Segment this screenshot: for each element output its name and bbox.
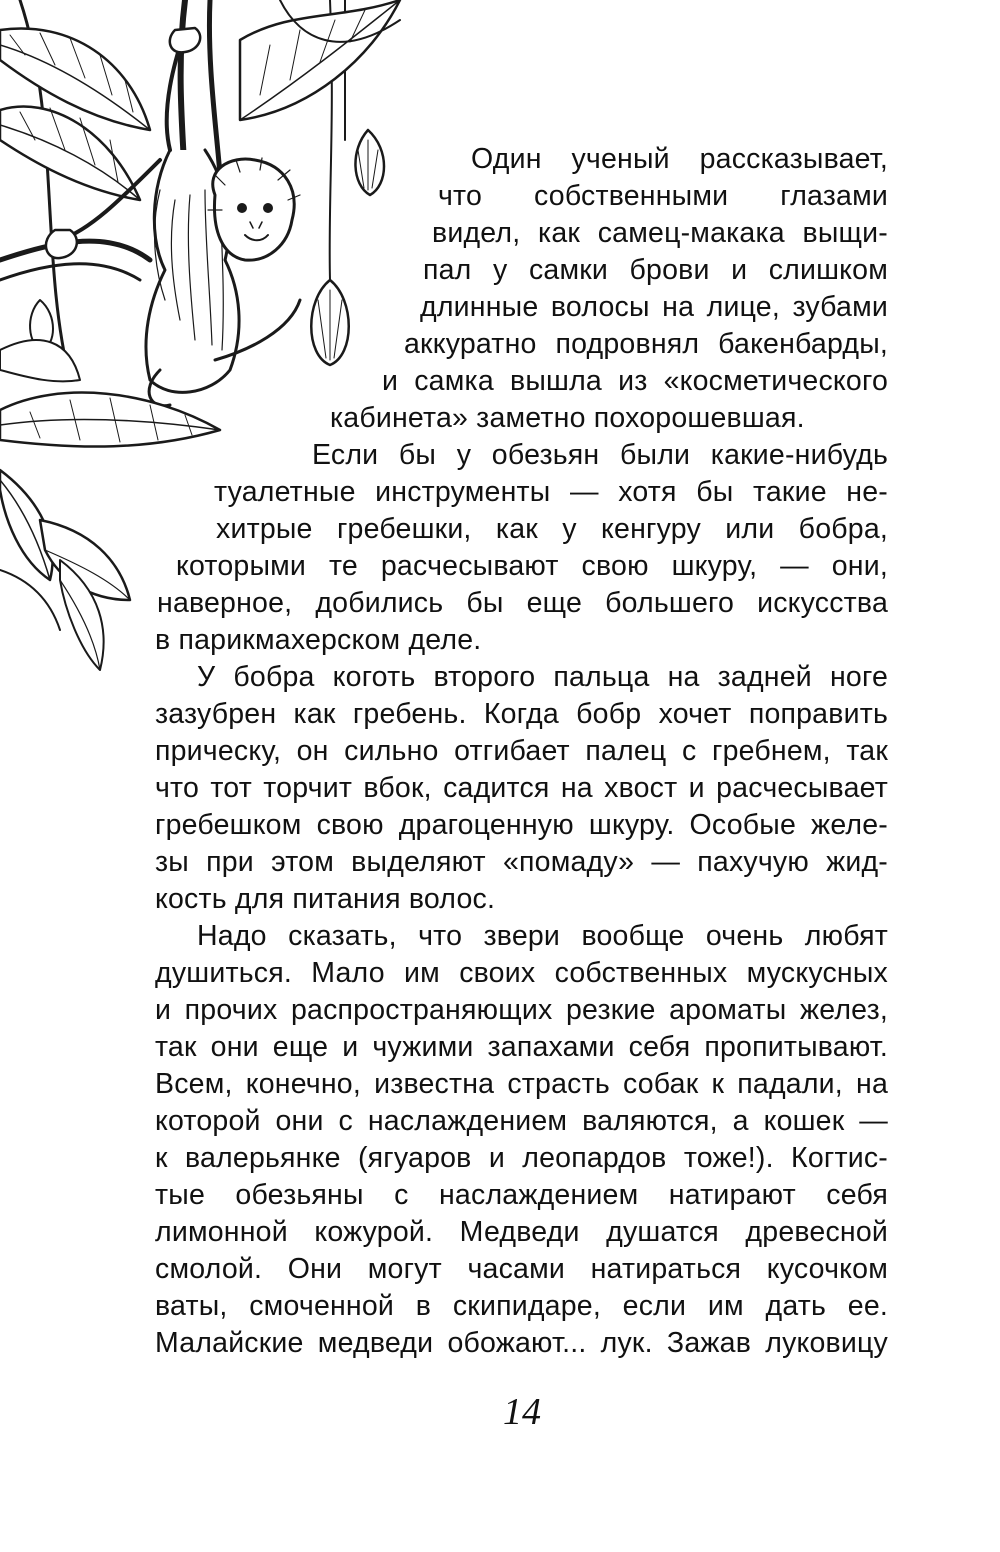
text-line: к валерьянке (ягуаров и леопардов тоже!). Когтис-: [155, 1142, 888, 1174]
text-line: гребешком свою драгоценную шкуру. Особые желе-: [155, 809, 888, 841]
text-line: лимонной кожурой. Медведи душатся древесной: [155, 1216, 888, 1248]
text-line: душиться. Мало им своих собственных мускусных: [155, 957, 888, 989]
text-line: что тот торчит вбок, садится на хвост и расчесывает: [155, 772, 888, 804]
text-line: и прочих распространяющих резкие ароматы желез,: [155, 994, 888, 1026]
text-line: пал у самки брови и слишком: [423, 254, 888, 286]
text-line: кость для питания волос.: [155, 883, 496, 915]
text-line: У бобра коготь второго пальца на задней ноге: [197, 661, 888, 693]
text-line: в парикмахерском деле.: [155, 624, 482, 656]
text-line: так они еще и чужими запахами себя пропитывают.: [155, 1031, 888, 1063]
text-line: которыми те расчесывают свою шкуру, — они,: [176, 550, 888, 582]
text-line: кабинета» заметно похорошевшая.: [330, 402, 805, 434]
text-line: наверное, добились бы еще большего искусства: [157, 587, 888, 619]
text-line: тые обезьяны с наслаждением натирают себя: [155, 1179, 888, 1211]
text-line: которой они с наслаждением валяются, а кошек —: [155, 1105, 888, 1137]
text-line: Малайские медведи обожают... лук. Зажав луковицу: [155, 1327, 888, 1359]
text-line: ваты, смоченной в скипидаре, если им дать ее.: [155, 1290, 888, 1322]
text-line: зы при этом выделяют «помаду» — пахучую жид-: [155, 846, 888, 878]
text-line: видел, как самец-макака выщи-: [432, 217, 888, 249]
text-line: Если бы у обезьян были какие-нибудь: [312, 439, 888, 471]
page-number: 14: [503, 1391, 541, 1433]
text-line: длинные волосы на лице, зубами: [420, 291, 888, 323]
text-line: и самка вышла из «косметического: [382, 365, 888, 397]
text-line: Надо сказать, что звери вообще очень любят: [197, 920, 888, 952]
text-line: Всем, конечно, известна страсть собак к падали, на: [155, 1068, 888, 1100]
text-line: туалетные инструменты — хотя бы такие не-: [214, 476, 888, 508]
text-line: прическу, он сильно отгибает палец с гребнем, так: [155, 735, 888, 767]
text-line: смолой. Они могут часами натираться кусочком: [155, 1253, 888, 1285]
text-line: зазубрен как гребень. Когда бобр хочет поправить: [155, 698, 888, 730]
text-line: хитрые гребешки, как у кенгуру или бобра,: [216, 513, 888, 545]
text-line: аккуратно подровнял бакенбарды,: [404, 328, 888, 360]
text-line: что собственными глазами: [438, 180, 888, 212]
text-line: Один ученый рассказывает,: [471, 143, 888, 175]
